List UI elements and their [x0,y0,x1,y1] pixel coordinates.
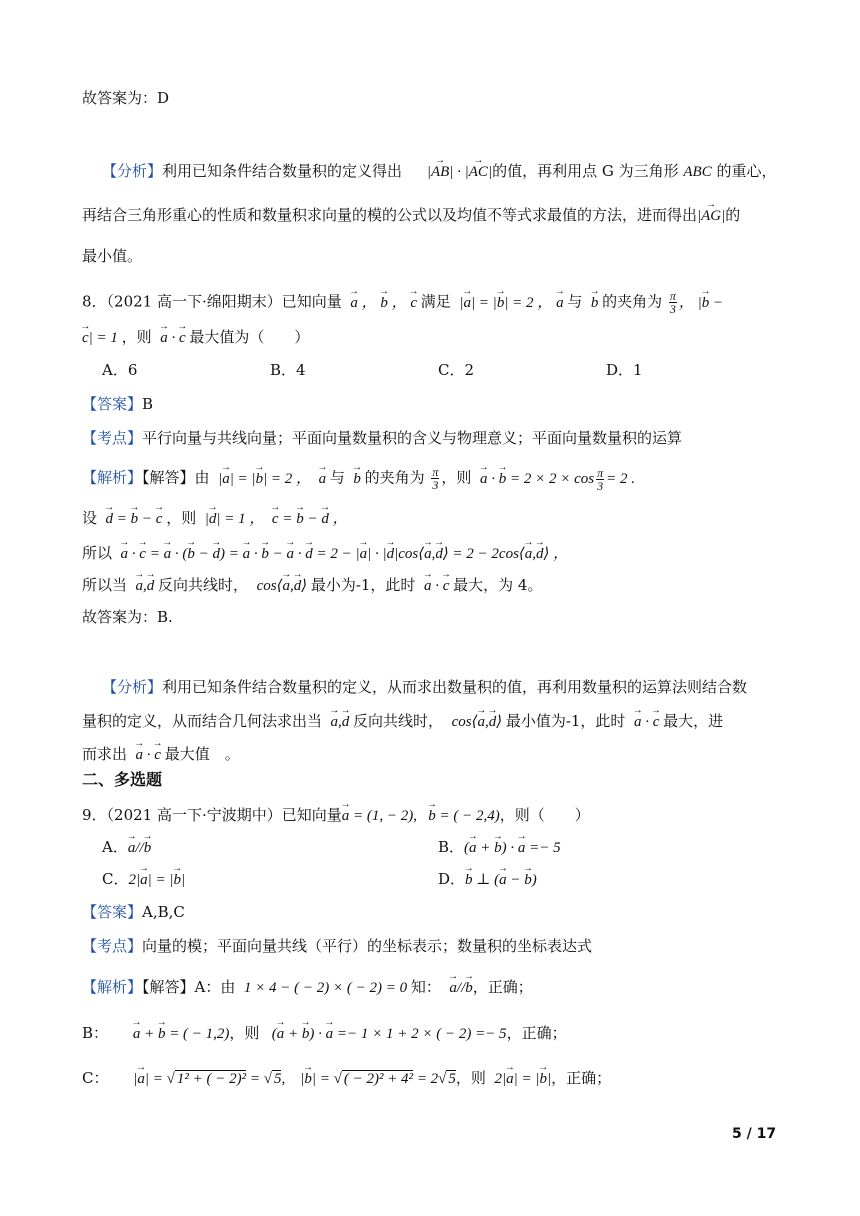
solution-text: 【解答】由 [142,468,210,487]
topic-tag: 【考点】 [82,937,143,955]
solution-text: 设 [82,509,98,527]
option-a[interactable]: A．6 [102,361,138,379]
question-text: ，则 [121,328,152,346]
answer-tag: 【答案】 [82,395,143,413]
option-d[interactable]: D．1 [606,361,643,379]
solution-text: ，则 [166,509,197,527]
analysis-text: 再结合三角形重心的性质和数量积求向量的模的公式以及均值不等式求最值的方法，进而得出 [82,206,698,224]
analysis-text: 利用已知条件结合数量积的定义，从而求出数量积的值，再利用数量积的运算法则结合数 [162,678,748,696]
solution-tag: 【解析】 [82,978,143,996]
analysis-text: 最小值为-1，此时 [505,712,626,730]
topic-tag: 【考点】 [82,429,143,447]
solution-text: 【解答】A：由 [142,978,236,996]
option-b[interactable]: B．(→ a + → b) · → a =− 5 [438,836,561,859]
solution-text: ，则 [229,1024,260,1042]
analysis-text: 的值，再利用点 G 为三角形 [492,162,679,180]
question-number: 8． [82,292,107,311]
prev-answer: 故答案为：D [82,89,170,107]
analysis-text: 反向共线时， [353,712,444,730]
analysis-text: 最大，进 [663,712,724,730]
option-a[interactable]: A．→ a//→ b [102,836,151,859]
analysis-text: 利用已知条件结合数量积的定义得出 [162,162,403,180]
question-text: 最大值为（ ） [189,328,310,346]
solution-text: ，则 [441,468,472,487]
analysis-text: 的 [725,206,741,224]
solution-text: 知： [410,978,441,996]
formula: |→ AG| [697,208,725,224]
topic: 向量的模；平面向量共线（平行）的坐标表示；数量积的坐标表达式 [142,937,593,955]
question-source: （2021 高一下·绵阳期末） [106,292,282,311]
question-text: ，则（ ） [499,806,590,824]
answer-tag: 【答案】 [82,903,143,921]
solution-tag: 【解析】 [82,468,143,487]
solution-text: ，正确； [551,1069,612,1087]
solution-text: 与 [329,468,345,487]
option-c[interactable]: C．2 [438,361,475,379]
question-number: 9． [82,806,107,824]
page-number: 5 / 17 [732,1126,777,1142]
analysis-text: 量积的定义，从而结合几何法求出当 [82,712,323,730]
final-answer: 故答案为：B. [82,608,173,626]
solution-text: C： [82,1069,109,1087]
option-c[interactable]: C．2|→ a| = |→ b| [102,868,185,891]
solution-text: 反向共线时， [158,576,249,594]
analysis-text: 最大值 。 [164,745,240,763]
question-source: （2021 高一下·宁波期中） [106,806,282,824]
analysis-text: 的重心， [716,162,777,180]
analysis-tag: 【分析】 [102,162,163,180]
topic: 平行向量与共线向量；平面向量数量积的含义与物理意义；平面向量数量积的运算 [142,429,683,447]
analysis-tag: 【分析】 [102,678,163,696]
solution-text: B： [82,1024,109,1042]
solution-text: 的夹角为 [364,468,425,487]
question-text: 已知向量 [281,806,342,824]
section-heading: 二、多选题 [82,770,163,789]
solution-text: 最小为-1，此时 [310,576,416,594]
option-b[interactable]: B．4 [270,361,306,379]
solution-text: 最大，为 4。 [453,576,543,594]
question-text: 已知向量 [281,292,342,311]
answer: A,B,C [142,903,185,921]
solution-text: ，则 [455,1069,486,1087]
analysis-text: 而求出 [82,745,128,763]
solution-text: ，正确； [472,978,533,996]
formula: |→ AB| · |→ AC| [427,164,492,180]
question-text: 与 [567,292,583,311]
analysis-text: 最小值。 [82,247,143,265]
question-text: 满足 [420,292,451,311]
solution-text: 所以当 [82,576,128,594]
solution-text: ，正确； [506,1024,567,1042]
solution-text: 所以 [82,544,113,562]
answer: B [142,395,154,413]
question-text: 的夹角为 [602,292,663,311]
option-d[interactable]: D．→ b ⊥ (→ a − → b) [438,868,537,891]
